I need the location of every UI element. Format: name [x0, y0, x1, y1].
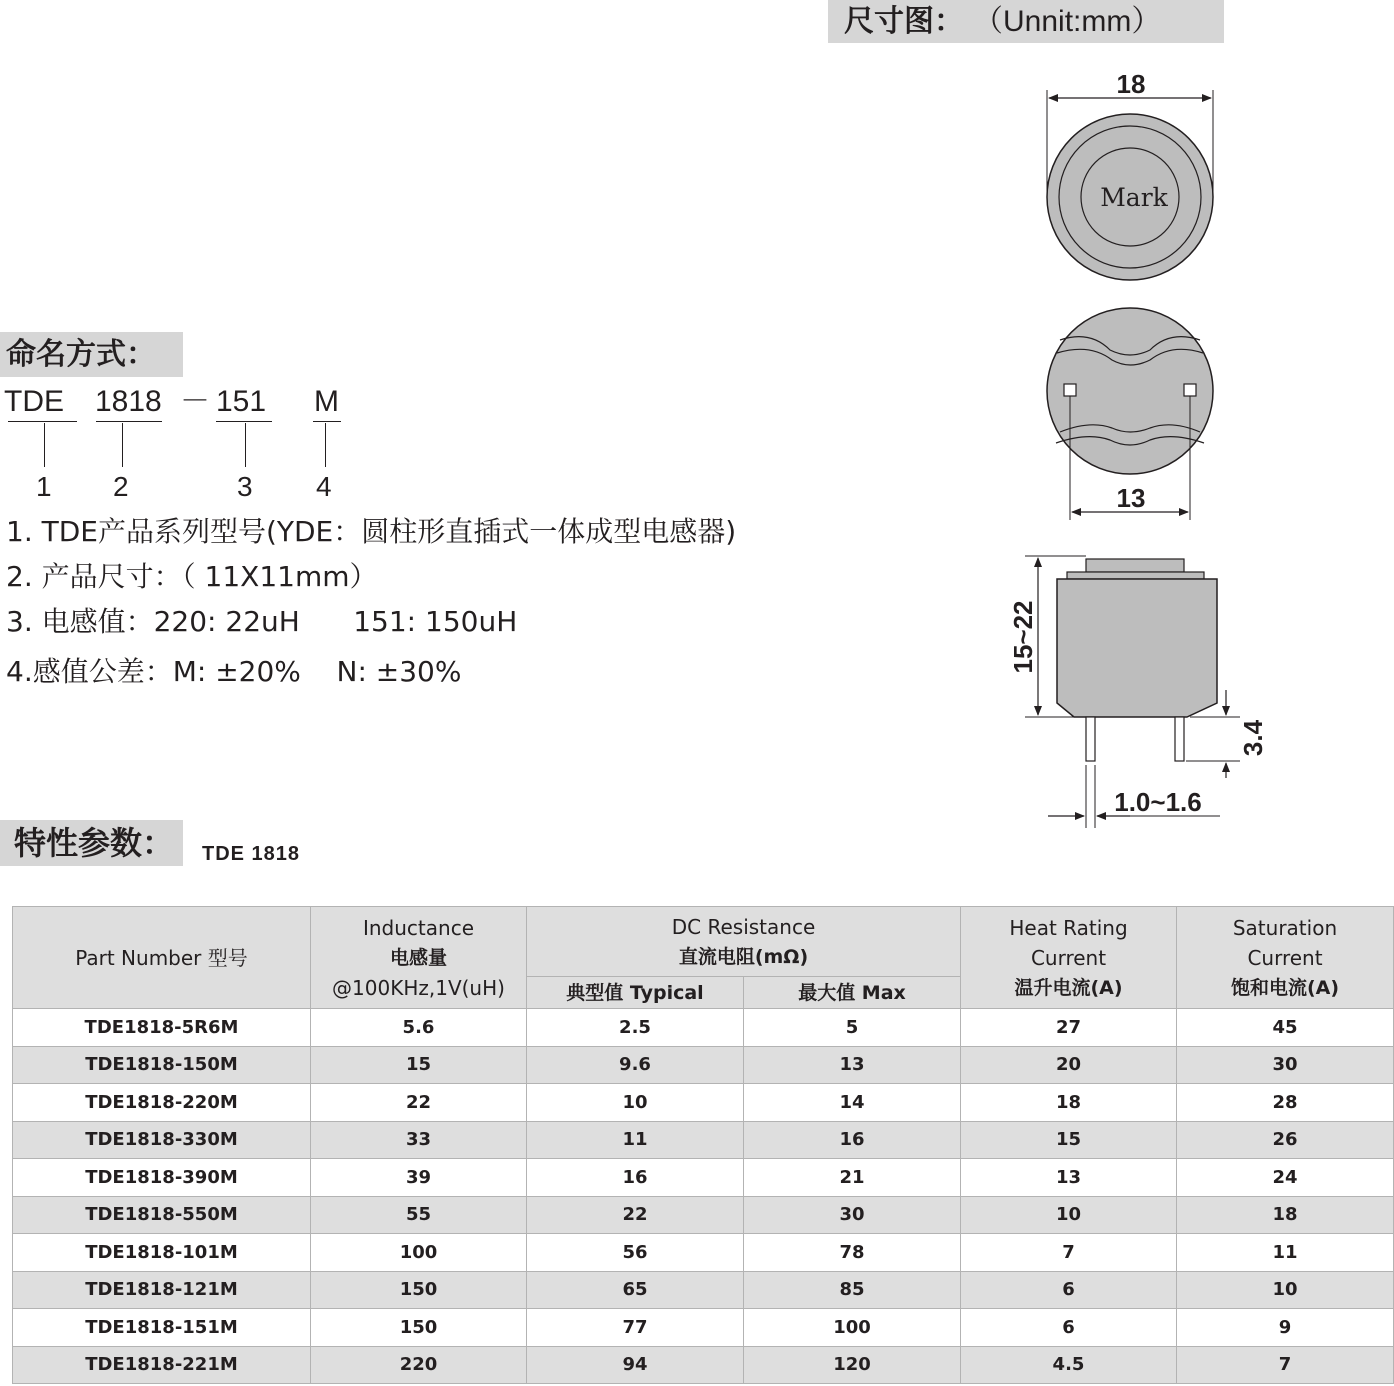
cell-heat: 18 [961, 1084, 1177, 1122]
pin-right [1175, 717, 1184, 761]
header-dcr-en: DC Resistance [671, 914, 816, 939]
cell-dcr-typ: 11 [527, 1121, 744, 1159]
cell-inductance: 22 [311, 1084, 527, 1122]
header-dcr [527, 907, 961, 977]
cell-sat: 45 [1177, 1009, 1394, 1047]
code-series: TDE [4, 385, 64, 418]
cell-dcr-max: 13 [744, 1046, 961, 1084]
cell-sat: 7 [1177, 1346, 1394, 1384]
spec-header: 特性参数： [0, 820, 183, 866]
cell-dcr-max: 78 [744, 1234, 961, 1272]
dimension-drawing [1000, 60, 1290, 840]
cell-sat: 30 [1177, 1046, 1394, 1084]
pin-length-label: 3.4 [1238, 719, 1268, 757]
table-row [13, 1346, 1394, 1384]
cell-dcr-max: 5 [744, 1009, 961, 1047]
cell-inductance: 150 [311, 1271, 527, 1309]
cell-dcr-typ: 22 [527, 1196, 744, 1234]
cell-dcr-max: 120 [744, 1346, 961, 1384]
cell-dcr-typ: 94 [527, 1346, 744, 1384]
code-inductance: 151 [216, 385, 267, 418]
code-size: 1818 [95, 385, 162, 418]
table-row [13, 1196, 1394, 1234]
side-body [1057, 579, 1217, 717]
cell-part: TDE1818-101M [13, 1234, 311, 1272]
table-row [13, 1121, 1394, 1159]
bottom-view [1047, 308, 1213, 520]
cell-dcr-max: 85 [744, 1271, 961, 1309]
cell-heat: 13 [961, 1159, 1177, 1197]
cell-dcr-max: 100 [744, 1309, 961, 1347]
header-dcr-max: 最大值 Max [744, 977, 961, 1009]
header-inductance-cond: @100KHz,1V(uH) [332, 975, 505, 1000]
cell-sat: 18 [1177, 1196, 1394, 1234]
naming-header: 命名方式： [0, 332, 183, 377]
cell-heat: 10 [961, 1196, 1177, 1234]
code-index-3: 3 [237, 471, 253, 502]
mark-label: Mark [1100, 183, 1168, 212]
height-label: 15~22 [1008, 600, 1038, 674]
cell-dcr-max: 14 [744, 1084, 961, 1122]
table-row [13, 1271, 1394, 1309]
cell-sat: 26 [1177, 1121, 1394, 1159]
code-underline-3 [216, 421, 272, 422]
cell-sat: 28 [1177, 1084, 1394, 1122]
cell-inductance: 5.6 [311, 1009, 527, 1047]
cell-heat: 6 [961, 1309, 1177, 1347]
cell-dcr-typ: 56 [527, 1234, 744, 1272]
cell-part: TDE1818-390M [13, 1159, 311, 1197]
top-view [1047, 69, 1213, 280]
cell-part: TDE1818-330M [13, 1121, 311, 1159]
cell-inductance: 33 [311, 1121, 527, 1159]
cell-part: TDE1818-220M [13, 1084, 311, 1122]
cell-heat: 15 [961, 1121, 1177, 1159]
code-underline-4 [313, 421, 341, 422]
cell-inductance: 15 [311, 1046, 527, 1084]
header-inductance-cn: 电感量 [389, 946, 447, 969]
cell-heat: 4.5 [961, 1346, 1177, 1384]
cell-inductance: 220 [311, 1346, 527, 1384]
dimensions-unit: （Unnit:mm） [988, 5, 1162, 38]
cell-sat: 24 [1177, 1159, 1394, 1197]
cell-dcr-typ: 16 [527, 1159, 744, 1197]
cell-dcr-max: 16 [744, 1121, 961, 1159]
cell-heat: 20 [961, 1046, 1177, 1084]
header-dcr-typical: 典型值 Typical [527, 977, 744, 1009]
cell-dcr-typ: 77 [527, 1309, 744, 1347]
header-heat-en2: Current [1030, 945, 1107, 970]
table-row [13, 1084, 1394, 1122]
cell-inductance: 39 [311, 1159, 527, 1197]
cell-part: TDE1818-121M [13, 1271, 311, 1309]
cell-sat: 9 [1177, 1309, 1394, 1347]
code-leader-1 [44, 423, 45, 467]
pin-diameter-label: 1.0~1.6 [1114, 787, 1202, 817]
header-sat-cn: 饱和电流(A) [1230, 976, 1340, 999]
cell-sat: 11 [1177, 1234, 1394, 1272]
cell-part: TDE1818-221M [13, 1346, 311, 1384]
cell-inductance: 55 [311, 1196, 527, 1234]
table-row [13, 1046, 1394, 1084]
pin-pad-left [1064, 384, 1076, 396]
code-index-1: 1 [36, 471, 52, 502]
code-index-2: 2 [113, 471, 129, 502]
series-label: TDE 1818 [202, 843, 301, 865]
cell-sat: 10 [1177, 1271, 1394, 1309]
naming-desc-2: 2. 产品尺寸：（ 11X11mm） [6, 560, 378, 593]
cell-part: TDE1818-550M [13, 1196, 311, 1234]
cell-heat: 7 [961, 1234, 1177, 1272]
table-row [13, 1009, 1394, 1047]
naming-desc-3: 3. 电感值：220: 22uH 151: 150uH [6, 605, 518, 638]
cell-dcr-typ: 9.6 [527, 1046, 744, 1084]
header-dcr-cn: 直流电阻(mΩ) [678, 945, 809, 968]
header-part-number: Part Number 型号 [13, 907, 311, 1009]
header-heat-current [961, 907, 1177, 1009]
side-view [1008, 556, 1268, 828]
header-inductance-en: Inductance [362, 915, 474, 940]
header-heat-en1: Heat Rating [1009, 915, 1128, 940]
cell-dcr-max: 30 [744, 1196, 961, 1234]
cell-inductance: 150 [311, 1309, 527, 1347]
code-tolerance: M [314, 385, 339, 418]
cell-dcr-typ: 2.5 [527, 1009, 744, 1047]
cell-part: TDE1818-5R6M [13, 1009, 311, 1047]
code-index-4: 4 [316, 471, 332, 502]
dimensions-header [828, 0, 1224, 43]
header-saturation-current [1177, 907, 1394, 1009]
spec-table [12, 906, 1394, 1384]
cell-dcr-typ: 10 [527, 1084, 744, 1122]
code-leader-4 [325, 423, 326, 467]
table-row [13, 1234, 1394, 1272]
dimensions-title: 尺寸图： [844, 4, 964, 39]
table-row [13, 1309, 1394, 1347]
cell-inductance: 100 [311, 1234, 527, 1272]
top-width-label: 18 [1116, 69, 1146, 99]
code-underline-1 [8, 421, 77, 422]
cell-dcr-typ: 65 [527, 1271, 744, 1309]
pin-pad-right [1184, 384, 1196, 396]
cell-heat: 6 [961, 1271, 1177, 1309]
naming-desc-4: 4.感值公差：M: ±20% N: ±30% [6, 655, 462, 688]
header-inductance [311, 907, 527, 1009]
header-sat-en2: Current [1247, 945, 1323, 970]
pin-spacing-label: 13 [1116, 483, 1146, 513]
table-row [13, 1159, 1394, 1197]
cell-dcr-max: 21 [744, 1159, 961, 1197]
cell-part: TDE1818-150M [13, 1046, 311, 1084]
code-leader-3 [245, 423, 246, 467]
cell-part: TDE1818-151M [13, 1309, 311, 1347]
spec-table-body [13, 1009, 1394, 1384]
code-leader-2 [122, 423, 123, 467]
cell-heat: 27 [961, 1009, 1177, 1047]
code-underline-2 [96, 421, 162, 422]
pin-left [1086, 717, 1095, 761]
header-heat-cn: 温升电流(A) [1014, 976, 1123, 999]
naming-desc-1: 1. TDE产品系列型号(YDE：圆柱形直插式一体成型电感器) [6, 515, 737, 548]
header-sat-en1: Saturation [1232, 915, 1338, 940]
code-dash: － [180, 385, 210, 418]
